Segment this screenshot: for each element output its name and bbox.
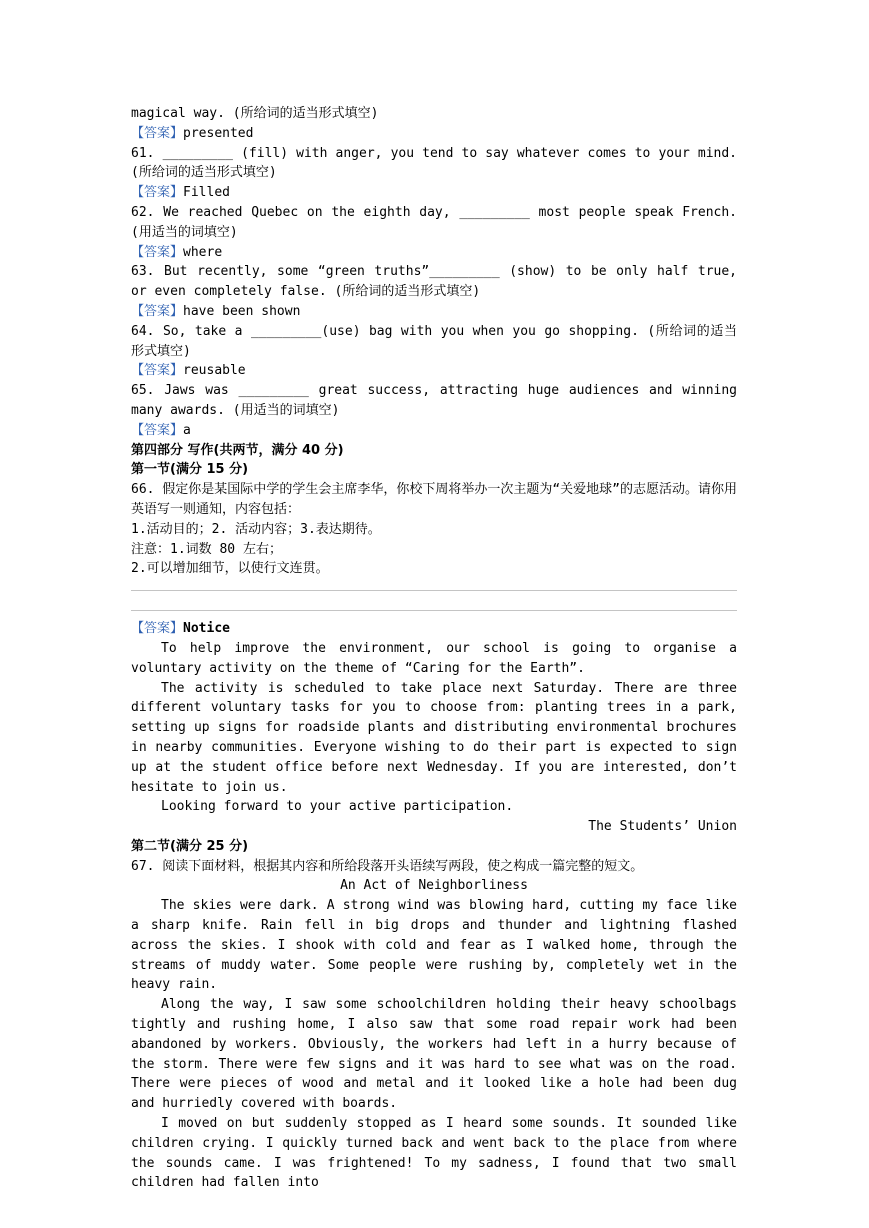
answer-66-header bbox=[131, 619, 737, 639]
document-page bbox=[131, 104, 737, 1193]
answer-text: presented bbox=[183, 125, 254, 141]
notice-signature: The Students’ Union bbox=[588, 819, 737, 835]
answer-62 bbox=[131, 243, 737, 263]
answer-label: 【答案】 bbox=[131, 303, 184, 319]
answer-63 bbox=[131, 302, 737, 322]
answer-text: have been shown bbox=[183, 303, 301, 319]
question-65: 65. Jaws was _________ great success, attracting huge audiences and winning many awards. (用适当的词填空) bbox=[131, 383, 737, 418]
question-66-requirements: 1.活动目的；2. 活动内容；3.表达期待。 bbox=[131, 521, 381, 537]
story-title: An Act of Neighborliness bbox=[340, 878, 528, 894]
question-66: 66. 假定你是某国际中学的学生会主席李华，你校下周将举办一次主题为“关爱地球”的志愿活动。请你用英语写一则通知，内容包括： bbox=[131, 482, 737, 517]
notice-paragraph-3: Looking forward to your active participation. bbox=[161, 799, 514, 815]
answer-label: 【答案】 bbox=[131, 244, 184, 260]
story-paragraph-1: The skies were dark. A strong wind was blowing hard, cutting my face like a sharp knife. Rain fell in big drops and thunder and lightning flashed across the skies. I shook with cold and fear as I walked home, through the streams of muddy water. Some people were rushing by, completely wet in the heavy rain. bbox=[131, 898, 737, 993]
answer-61 bbox=[131, 183, 737, 203]
answer-65 bbox=[131, 421, 737, 441]
answer-text: Filled bbox=[183, 185, 230, 201]
question-63: 63. But recently, some “green truths”_________ (show) to be only half true, or even completely false. (所给词的适当形式填空) bbox=[131, 264, 737, 300]
part4-heading: 第四部分 写作(共两节，满分 40 分) bbox=[131, 442, 344, 458]
section1-heading: 第一节(满分 15 分) bbox=[131, 462, 249, 478]
answer-text: where bbox=[183, 244, 223, 260]
question-66-note-1: 注意：1.词数 80 左右； bbox=[131, 541, 282, 557]
question-62: 62. We reached Quebec on the eighth day, _________ most people speak French. (用适当的词填空) bbox=[131, 204, 737, 240]
writing-lines bbox=[131, 579, 737, 619]
answer-text: a bbox=[183, 422, 191, 438]
writing-line bbox=[131, 590, 737, 591]
question-67: 67. 阅读下面材料，根据其内容和所给段落开头语续写两段，使之构成一篇完整的短文。 bbox=[131, 858, 644, 874]
answer-64 bbox=[131, 361, 737, 381]
question-64: 64. So, take a _________(use) bag with you when you go shopping. (所给词的适当形式填空) bbox=[131, 323, 737, 359]
answer-60 bbox=[131, 124, 737, 144]
answer-label: 【答案】 bbox=[131, 125, 184, 141]
answer-label: 【答案】 bbox=[131, 621, 184, 637]
question-66-note-2: 2.可以增加细节，以使行文连贯。 bbox=[131, 561, 329, 577]
answer-label: 【答案】 bbox=[131, 185, 184, 201]
answer-label: 【答案】 bbox=[131, 363, 184, 379]
story-paragraph-2: Along the way, I saw some schoolchildren holding their heavy schoolbags tightly and rushing home, I also saw that some road repair work had been abandoned by workers. Obviously, the workers had left in a hurry because of the storm. There were few signs and it was hard to see what was on the road. There were pieces of wood and metal and it looked like a hole had been dug and hurriedly covered with boards. bbox=[131, 997, 737, 1112]
story-paragraph-3: I moved on but suddenly stopped as I heard some sounds. It sounded like children crying. I quickly turned back and went back to the place from where the sounds came. I was frightened! To my sadness, I found that two small children had fallen into bbox=[131, 1116, 737, 1191]
question-61: 61. _________ (fill) with anger, you tend to say whatever comes to your mind. (所给词的适当形式填空) bbox=[131, 145, 737, 181]
question-60-tail: magical way. (所给词的适当形式填空) bbox=[131, 106, 379, 121]
notice-paragraph-1: To help improve the environment, our school is going to organise a voluntary activity on the theme of “Caring for the Earth”. bbox=[131, 640, 737, 676]
notice-title: Notice bbox=[183, 621, 230, 637]
answer-label: 【答案】 bbox=[131, 422, 184, 438]
writing-line bbox=[131, 610, 737, 611]
answer-text: reusable bbox=[183, 363, 246, 379]
section2-heading: 第二节(满分 25 分) bbox=[131, 838, 249, 854]
notice-paragraph-2: The activity is scheduled to take place next Saturday. There are three different voluntary tasks for you to choose from: planting trees in a park, setting up signs for roadside plants and distributing environmental brochures in nearby communities. Everyone wishing to do their part is expected to sign up at the student office before next Wednesday. If you are interested, don’t hesitate to join us. bbox=[131, 680, 737, 795]
